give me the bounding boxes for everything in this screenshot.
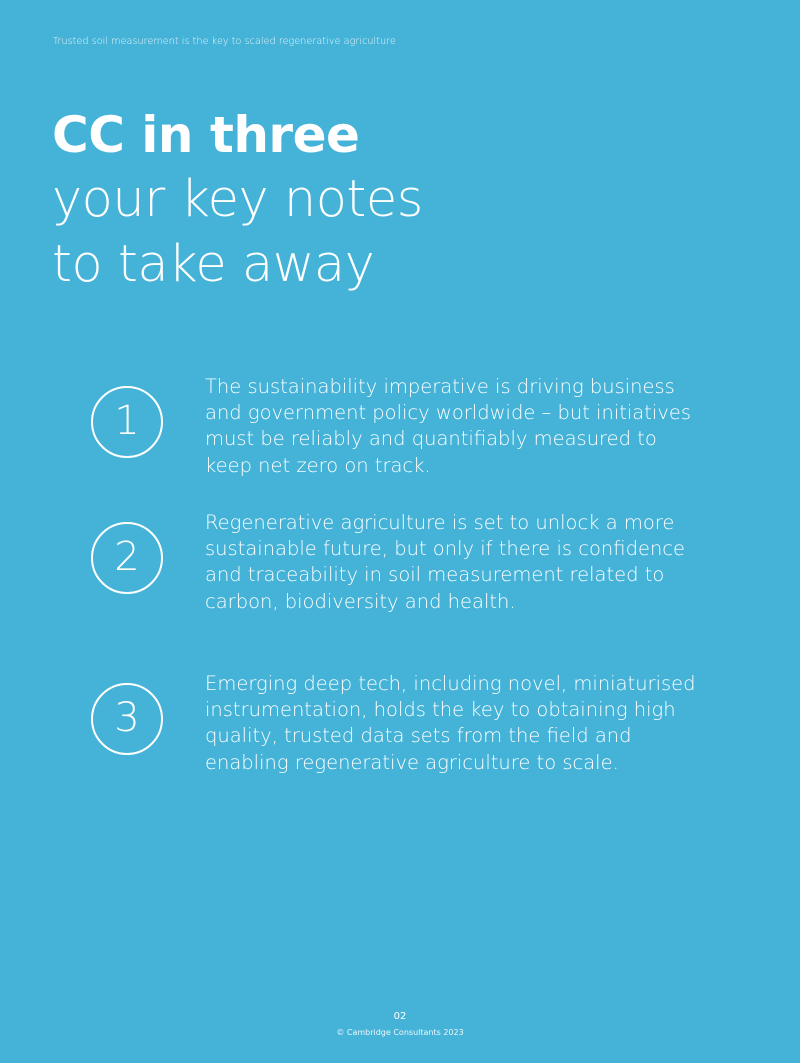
page-number: 02 [393,1011,407,1022]
running-header: Trusted soil measurement is the key to scaled regenerative agriculture [53,36,396,47]
point-number-2: 2 [114,534,140,580]
number-circle-1 [91,386,163,458]
copyright-notice: © Cambridge Consultants 2023 [336,1028,464,1037]
title-line-3: to take away [52,235,375,294]
title-bold-line: CC in three [52,106,360,164]
number-circle-2 [91,522,163,594]
point-text-1: The sustainability imperative is driving business and government policy worldwide – but initiatives must be reliably and quantifiably measured to keep net zero on track. [205,375,692,477]
point-number-1: 1 [114,398,140,444]
title-line-2: your key notes [52,170,423,229]
point-text-3: Emerging deep tech, including novel, miniaturised instrumentation, holds the key to obtaining high quality, trusted data sets from the field and enabling regenerative agriculture to scale. [205,672,696,774]
number-circle-3 [91,683,163,755]
point-text-2: Regenerative agriculture is set to unlock a more sustainable future, but only if there is confidence and traceability in soil measurement related to carbon, biodiversity and health. [205,511,686,613]
point-number-3: 3 [114,695,140,741]
